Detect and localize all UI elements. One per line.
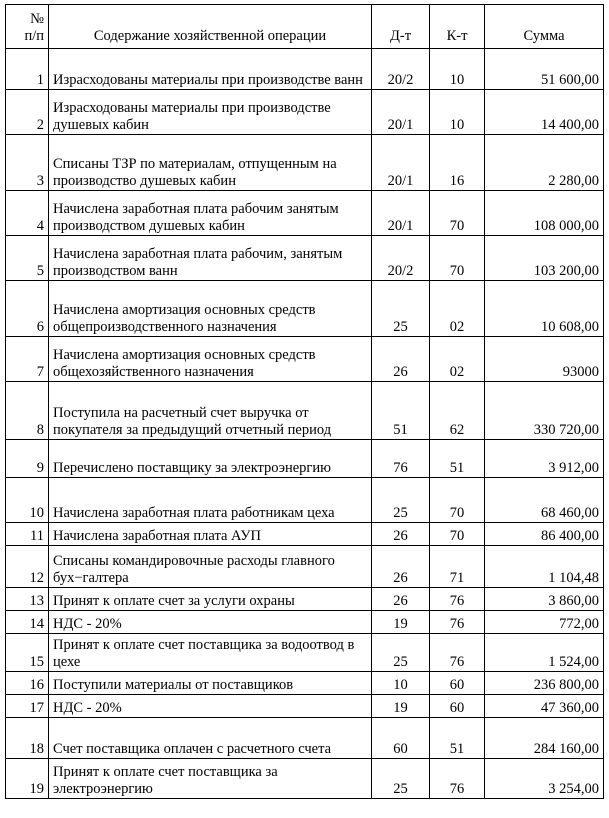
row-amount: 103 200,00 <box>485 236 604 281</box>
row-amount: 772,00 <box>485 611 604 634</box>
row-description: Счет поставщика оплачен с расчетного счета <box>49 718 372 759</box>
row-amount: 2 280,00 <box>485 135 604 191</box>
table-row <box>6 281 604 337</box>
row-amount: 14 400,00 <box>485 90 604 135</box>
row-credit: 70 <box>430 236 485 281</box>
row-amount: 108 000,00 <box>485 191 604 236</box>
row-number: 6 <box>6 281 49 337</box>
row-debit: 20/2 <box>372 236 430 281</box>
row-debit: 60 <box>372 718 430 759</box>
row-amount: 236 800,00 <box>485 672 604 695</box>
row-credit: 60 <box>430 672 485 695</box>
row-debit: 20/1 <box>372 191 430 236</box>
header-debit: Д-т <box>372 5 430 49</box>
table-row <box>6 478 604 523</box>
row-number: 1 <box>6 49 49 90</box>
table-row <box>6 382 604 440</box>
row-amount: 3 912,00 <box>485 440 604 478</box>
row-credit: 76 <box>430 588 485 611</box>
row-amount: 284 160,00 <box>485 718 604 759</box>
row-debit: 20/2 <box>372 49 430 90</box>
row-amount: 1 524,00 <box>485 634 604 672</box>
row-description: Списаны ТЗР по материалам, отпущенным на производство душевых кабин <box>49 135 372 191</box>
row-description: Начислена заработная плата рабочим занятым производством душевых кабин <box>49 191 372 236</box>
row-amount: 47 360,00 <box>485 695 604 718</box>
row-debit: 25 <box>372 478 430 523</box>
table-row <box>6 611 604 634</box>
row-credit: 10 <box>430 90 485 135</box>
row-debit: 26 <box>372 546 430 588</box>
row-debit: 19 <box>372 611 430 634</box>
row-description: Израсходованы материалы при производстве душевых кабин <box>49 90 372 135</box>
row-amount: 10 608,00 <box>485 281 604 337</box>
row-description: Начислена заработная плата АУП <box>49 523 372 546</box>
row-description: Перечислено поставщику за электроэнергию <box>49 440 372 478</box>
row-debit: 25 <box>372 759 430 799</box>
row-debit: 19 <box>372 695 430 718</box>
row-amount: 3 254,00 <box>485 759 604 799</box>
row-amount: 93000 <box>485 337 604 382</box>
table-row <box>6 191 604 236</box>
table-row <box>6 90 604 135</box>
row-credit: 76 <box>430 759 485 799</box>
row-credit: 51 <box>430 718 485 759</box>
row-description: Поступили материалы от поставщиков <box>49 672 372 695</box>
row-credit: 76 <box>430 611 485 634</box>
row-credit: 70 <box>430 191 485 236</box>
row-number: 16 <box>6 672 49 695</box>
table-row <box>6 49 604 90</box>
row-number: 4 <box>6 191 49 236</box>
row-credit: 76 <box>430 634 485 672</box>
table-row <box>6 588 604 611</box>
row-description: Поступила на расчетный счет выручка от покупателя за предыдущий отчетный период <box>49 382 372 440</box>
row-number: 7 <box>6 337 49 382</box>
row-number: 12 <box>6 546 49 588</box>
header-num-line2: п/п <box>24 28 44 44</box>
row-amount: 51 600,00 <box>485 49 604 90</box>
row-number: 18 <box>6 718 49 759</box>
table-row <box>6 759 604 799</box>
row-amount: 86 400,00 <box>485 523 604 546</box>
row-debit: 25 <box>372 281 430 337</box>
row-debit: 20/1 <box>372 90 430 135</box>
row-amount: 68 460,00 <box>485 478 604 523</box>
row-description: НДС - 20% <box>49 611 372 634</box>
header-num-line1: № <box>30 11 44 27</box>
row-amount: 330 720,00 <box>485 382 604 440</box>
row-number: 9 <box>6 440 49 478</box>
row-credit: 10 <box>430 49 485 90</box>
table-body <box>6 49 604 799</box>
row-amount: 3 860,00 <box>485 588 604 611</box>
row-number: 13 <box>6 588 49 611</box>
header-amount: Сумма <box>485 5 604 49</box>
row-description: Начислена заработная плата рабочим, занятым производством ванн <box>49 236 372 281</box>
header-num <box>6 5 49 49</box>
row-description: Начислена амортизация основных средств общепроизводственного назначения <box>49 281 372 337</box>
row-number: 3 <box>6 135 49 191</box>
row-debit: 25 <box>372 634 430 672</box>
header-description: Содержание хозяйственной операции <box>49 5 372 49</box>
row-debit: 26 <box>372 523 430 546</box>
row-number: 8 <box>6 382 49 440</box>
table-row <box>6 236 604 281</box>
row-description: Принят к оплате счет поставщика за электроэнергию <box>49 759 372 799</box>
operations-table <box>5 4 604 799</box>
row-number: 2 <box>6 90 49 135</box>
row-number: 14 <box>6 611 49 634</box>
row-credit: 70 <box>430 523 485 546</box>
row-debit: 26 <box>372 337 430 382</box>
table-row <box>6 695 604 718</box>
header-credit: К-т <box>430 5 485 49</box>
row-debit: 26 <box>372 588 430 611</box>
row-credit: 51 <box>430 440 485 478</box>
row-amount: 1 104,48 <box>485 546 604 588</box>
row-number: 10 <box>6 478 49 523</box>
table-row <box>6 523 604 546</box>
table-row <box>6 440 604 478</box>
row-description: Списаны командировочные расходы главного бух−галтера <box>49 546 372 588</box>
row-description: НДС - 20% <box>49 695 372 718</box>
row-credit: 71 <box>430 546 485 588</box>
row-description: Начислена заработная плата работникам цеха <box>49 478 372 523</box>
row-credit: 62 <box>430 382 485 440</box>
row-number: 19 <box>6 759 49 799</box>
row-debit: 20/1 <box>372 135 430 191</box>
row-credit: 02 <box>430 337 485 382</box>
row-credit: 60 <box>430 695 485 718</box>
row-description: Принят к оплате счет за услуги охраны <box>49 588 372 611</box>
header-row <box>6 5 604 49</box>
row-number: 11 <box>6 523 49 546</box>
row-debit: 10 <box>372 672 430 695</box>
row-number: 5 <box>6 236 49 281</box>
row-credit: 16 <box>430 135 485 191</box>
table-row <box>6 135 604 191</box>
row-debit: 76 <box>372 440 430 478</box>
row-description: Израсходованы материалы при производстве ванн <box>49 49 372 90</box>
row-credit: 02 <box>430 281 485 337</box>
row-description: Начислена амортизация основных средств общехозяйственного назначения <box>49 337 372 382</box>
row-description: Принят к оплате счет поставщика за водоотвод в цехе <box>49 634 372 672</box>
table-row <box>6 634 604 672</box>
row-debit: 51 <box>372 382 430 440</box>
row-credit: 70 <box>430 478 485 523</box>
table-row <box>6 718 604 759</box>
table-row <box>6 672 604 695</box>
row-number: 17 <box>6 695 49 718</box>
table-row <box>6 337 604 382</box>
row-number: 15 <box>6 634 49 672</box>
table-row <box>6 546 604 588</box>
